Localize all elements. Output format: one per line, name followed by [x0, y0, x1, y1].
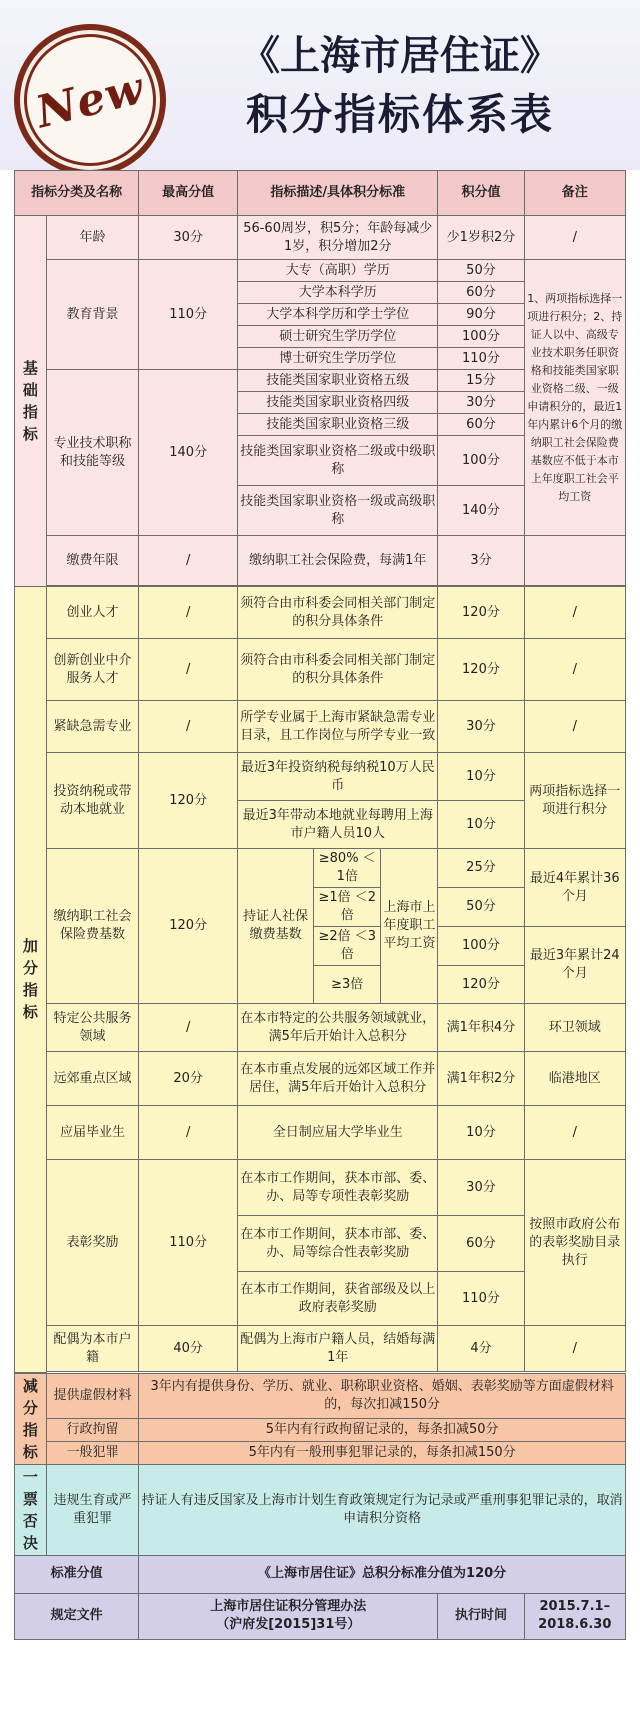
row-desc: 硕士研究生学历学位 [238, 326, 438, 348]
new-badge [0, 8, 182, 192]
row-name: 专业技术职称和技能等级 [46, 370, 139, 536]
row-name: 年龄 [46, 216, 139, 260]
row-desc: 技能类国家职业资格一级或高级职称 [238, 486, 438, 536]
row-desc: 须符合由市科委会同相关部门制定的积分具体条件 [238, 639, 438, 701]
row-desc: 大专（高职）学历 [238, 260, 438, 282]
row-name: 创业人才 [46, 587, 139, 639]
row-desc: 技能类国家职业资格五级 [238, 370, 438, 392]
row-desc: 技能类国家职业资格三级 [238, 414, 438, 436]
social-range: ≥80% ＜1倍 [314, 849, 381, 888]
doc-name-cell [139, 1593, 438, 1639]
row-remark: 环卫领域 [524, 1004, 625, 1052]
row-max: 110分 [139, 1160, 238, 1326]
row-points: 110分 [438, 348, 524, 370]
page-header [0, 0, 640, 170]
row-remark: / [524, 701, 625, 753]
row-desc: 56-60周岁，积5分；年龄每减少1岁，积分增加2分 [238, 216, 438, 260]
row-desc: 在本市工作期间，获本市部、委、办、局等专项性表彰奖励 [238, 1160, 438, 1216]
doc-code: （沪府发[2015]31号） [216, 1617, 361, 1632]
row-desc: 所学专业属于上海市紧缺急需专业目录，且工作岗位与所学专业一致 [238, 701, 438, 753]
new-badge-text: New [30, 62, 150, 138]
row-remark [524, 536, 625, 586]
table-header-row [15, 171, 626, 216]
header-remark: 备注 [524, 171, 625, 216]
row-points: 30分 [438, 701, 524, 753]
row-max: / [139, 701, 238, 753]
social-base-label: 持证人社保缴费基数 [238, 849, 314, 1004]
section-veto: 一票否决 [15, 1464, 47, 1555]
table-row [15, 639, 626, 701]
row-max: 120分 [139, 753, 238, 849]
row-desc: 在本市特定的公共服务领域就业，满5年后开始计入总积分 [238, 1004, 438, 1052]
row-desc: 大学本科学历 [238, 282, 438, 304]
row-desc: 在本市工作期间，获本市部、委、办、局等综合性表彰奖励 [238, 1216, 438, 1272]
row-points: 120分 [438, 587, 524, 639]
section-bonus: 加分指标 [15, 587, 47, 1373]
row-name: 行政拘留 [46, 1419, 139, 1442]
row-points: 60分 [438, 414, 524, 436]
row-remark: 最近3年累计24个月 [524, 927, 625, 1004]
row-points: 10分 [438, 753, 524, 801]
social-ref-label: 上海市上年度职工平均工资 [381, 849, 438, 1004]
row-remark: / [524, 587, 625, 639]
row-points: 30分 [438, 1160, 524, 1216]
page-title: 《上海市居住证》 [240, 33, 560, 79]
row-name: 提供虚假材料 [46, 1373, 139, 1419]
header-category: 指标分类及名称 [15, 171, 139, 216]
table-row [15, 1593, 626, 1639]
row-desc: 技能类国家职业资格二级或中级职称 [238, 436, 438, 486]
table-row [15, 1373, 626, 1419]
row-points: 100分 [438, 927, 524, 966]
table-row [15, 1464, 626, 1555]
exec-value: 2015.7.1–2018.6.30 [524, 1593, 625, 1639]
row-remark: 临港地区 [524, 1052, 625, 1106]
row-points: 120分 [438, 639, 524, 701]
doc-name: 上海市居住证积分管理办法 [210, 1599, 367, 1614]
table-row [15, 1052, 626, 1106]
row-points: 10分 [438, 1106, 524, 1160]
row-remark: 按照市政府公布的表彰奖励目录执行 [524, 1160, 625, 1326]
row-desc: 3年内有提供身份、学历、就业、职称职业资格、婚姻、表彰奖励等方面虚假材料的，每次扣减150分 [139, 1373, 626, 1419]
header-desc: 指标描述/具体积分标准 [238, 171, 438, 216]
row-max: 40分 [139, 1326, 238, 1372]
row-max: 120分 [139, 849, 238, 1004]
row-desc: 须符合由市科委会同相关部门制定的积分具体条件 [238, 587, 438, 639]
row-remark: 1、两项指标选择一项进行积分；2、持证人以中、高级专业技术职务任职资格和技能类国家职业资格二级、一级申请积分的，最近1年内累计6个月的缴纳职工社会保险费基数应不低于本市上年度职工社会平均工资 [524, 260, 625, 536]
row-points: 60分 [438, 282, 524, 304]
row-max: / [139, 1106, 238, 1160]
row-max: 140分 [139, 370, 238, 536]
row-desc: 大学本科学历和学士学位 [238, 304, 438, 326]
page-subtitle: 积分指标体系表 [245, 90, 554, 139]
row-points: 50分 [438, 888, 524, 927]
social-range: ≥3倍 [314, 966, 381, 1004]
points-table [14, 170, 626, 1640]
row-name: 创新创业中介服务人才 [46, 639, 139, 701]
row-remark: 最近4年累计36个月 [524, 849, 625, 927]
row-remark: / [524, 1326, 625, 1372]
row-points: 90分 [438, 304, 524, 326]
row-name: 缴纳职工社会保险费基数 [46, 849, 139, 1004]
row-name: 违规生育或严重犯罪 [46, 1464, 139, 1555]
row-desc: 5年内有一般刑事犯罪记录的，每条扣减150分 [139, 1441, 626, 1464]
row-max: 110分 [139, 260, 238, 370]
table-row [15, 1106, 626, 1160]
table-row [15, 536, 626, 586]
row-remark: / [524, 1106, 625, 1160]
table-row [15, 701, 626, 753]
table-row [15, 1160, 626, 1216]
table-row [15, 587, 626, 639]
table-row [15, 849, 626, 888]
section-deduct: 减分指标 [15, 1373, 47, 1464]
table-row [15, 1004, 626, 1052]
row-desc: 持证人有违反国家及上海市计划生育政策规定行为记录或严重刑事犯罪记录的，取消申请积分资格 [139, 1464, 626, 1555]
row-remark: / [524, 639, 625, 701]
row-desc: 在本市重点发展的远郊区域工作并居住，满5年后开始计入总积分 [238, 1052, 438, 1106]
row-max: / [139, 639, 238, 701]
header-max: 最高分值 [139, 171, 238, 216]
row-points: 120分 [438, 966, 524, 1004]
table-row [15, 1441, 626, 1464]
row-remark: 两项指标选择一项进行积分 [524, 753, 625, 849]
exec-label: 执行时间 [438, 1593, 524, 1639]
row-points: 3分 [438, 536, 524, 586]
row-points: 25分 [438, 849, 524, 888]
row-points: 100分 [438, 326, 524, 348]
row-points: 10分 [438, 801, 524, 849]
row-name: 紧缺急需专业 [46, 701, 139, 753]
row-name: 教育背景 [46, 260, 139, 370]
table-row [15, 1555, 626, 1593]
row-points: 30分 [438, 392, 524, 414]
row-max: 30分 [139, 216, 238, 260]
row-name: 表彰奖励 [46, 1160, 139, 1326]
row-points: 满1年积4分 [438, 1004, 524, 1052]
row-name: 应届毕业生 [46, 1106, 139, 1160]
row-points: 100分 [438, 436, 524, 486]
social-range: ≥1倍 ＜2倍 [314, 888, 381, 927]
table-row [15, 216, 626, 260]
doc-label: 规定文件 [15, 1593, 139, 1639]
row-name: 一般犯罪 [46, 1441, 139, 1464]
row-desc: 技能类国家职业资格四级 [238, 392, 438, 414]
row-desc: 在本市工作期间，获省部级及以上政府表彰奖励 [238, 1272, 438, 1326]
row-points: 110分 [438, 1272, 524, 1326]
row-points: 15分 [438, 370, 524, 392]
row-name: 投资纳税或带动本地就业 [46, 753, 139, 849]
table-row [15, 260, 626, 282]
standard-label: 标准分值 [15, 1555, 139, 1593]
social-range: ≥2倍 ＜3倍 [314, 927, 381, 966]
row-max: / [139, 536, 238, 586]
row-name: 特定公共服务领域 [46, 1004, 139, 1052]
row-max: / [139, 1004, 238, 1052]
standard-text: 《上海市居住证》总积分标准分值为120分 [139, 1555, 626, 1593]
row-points: 满1年积2分 [438, 1052, 524, 1106]
header-points: 积分值 [438, 171, 524, 216]
table-row [15, 1419, 626, 1442]
row-name: 缴费年限 [46, 536, 139, 586]
row-remark: / [524, 216, 625, 260]
row-points: 60分 [438, 1216, 524, 1272]
row-desc: 最近3年带动本地就业每聘用上海市户籍人员10人 [238, 801, 438, 849]
row-desc: 博士研究生学历学位 [238, 348, 438, 370]
row-desc: 全日制应届大学毕业生 [238, 1106, 438, 1160]
table-row [15, 1326, 626, 1372]
row-name: 远郊重点区域 [46, 1052, 139, 1106]
section-basic: 基础指标 [15, 216, 47, 587]
table-row [15, 753, 626, 801]
row-desc: 5年内有行政拘留记录的，每条扣减50分 [139, 1419, 626, 1442]
row-points: 少1岁积2分 [438, 216, 524, 260]
row-name: 配偶为本市户籍 [46, 1326, 139, 1372]
row-max: 20分 [139, 1052, 238, 1106]
row-points: 50分 [438, 260, 524, 282]
row-desc: 最近3年投资纳税每纳税10万人民币 [238, 753, 438, 801]
row-max: / [139, 587, 238, 639]
row-points: 4分 [438, 1326, 524, 1372]
row-points: 140分 [438, 486, 524, 536]
row-desc: 配偶为上海市户籍人员，结婚每满1年 [238, 1326, 438, 1372]
row-desc: 缴纳职工社会保险费，每满1年 [238, 536, 438, 586]
